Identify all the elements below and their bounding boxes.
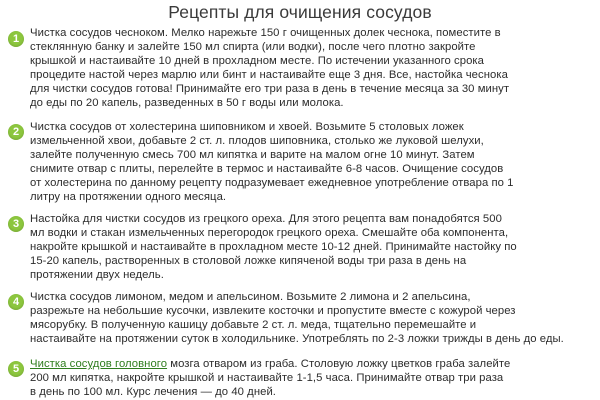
item-text-line: Чистка сосудов чесноком. Мелко нарежьте 150 г очищенных долек чеснока, поместите в xyxy=(30,27,501,39)
step-number-badge: 1 xyxy=(8,31,24,47)
item-text-line: мл водки и стакан измельченных перегородок грецкого ореха. Смешайте оба компонента, xyxy=(30,227,509,239)
item-text-line: разрежьте на небольшие кусочки, извлеките косточки и пропустите вместе с кожурой через xyxy=(30,305,516,317)
item-text-line: Чистка сосудов от холестерина шиповником и хвоей. Возьмите 5 столовых ложек xyxy=(30,121,464,133)
item-text-line: снимите отвар с плиты, перелейте в термос и настаивайте 6-8 часов. Очищение сосудов xyxy=(30,163,504,175)
step-number-badge: 4 xyxy=(8,294,24,310)
item-text-line: стеклянную банку и залейте 150 мл спирта (или водки), после чего плотно закройте xyxy=(30,41,476,53)
item-text-line: протяжении двух недель. xyxy=(30,269,164,281)
item-text-line xyxy=(30,358,594,370)
item-text-line: Настойка для чистки сосудов из грецкого ореха. Для этого рецепта вам понадобятся 500 xyxy=(30,213,502,225)
step-number-badge: 3 xyxy=(8,216,24,232)
item-text-line: Чистка сосудов лимоном, медом и апельсином. Возьмите 2 лимона и 2 апельсина, xyxy=(30,291,471,303)
item-text-line: 200 мл кипятка, накройте крышкой и настаивайте 1-1,5 часа. Принимайте отвар три раза xyxy=(30,372,504,384)
article-link[interactable]: Чистка сосудов головного xyxy=(30,358,168,370)
step-number-badge: 2 xyxy=(8,124,24,140)
item-text-line: мясорубку. В полученную кашицу добавьте 2 ст. л. меда, тщательно перемешайте и xyxy=(30,319,477,331)
item-text-line: настаивайте на протяжении суток в холодильнике. Употреблять по 2-3 ложки трижды в день до еды. xyxy=(30,333,564,345)
item-text-line: до еды по 20 капель, разведенных в 50 г воды или молока. xyxy=(30,97,344,109)
page-title: Рецепты для очищения сосудов xyxy=(168,2,432,22)
step-number-badge: 5 xyxy=(8,361,24,377)
item-text-line: в день по 100 мл. Курс лечения — до 40 дней. xyxy=(30,386,276,398)
item-text-line: от холестерина по данному рецепту подразумевает ежедневное употребление отвара по 1 xyxy=(30,177,514,189)
item-text-line: залейте полученную смесь 700 мл кипятка и варите на малом огне 10 минут. Затем xyxy=(30,149,475,161)
item-text-line: для чистки сосудов готова! Принимайте его три раза в день в течение месяца за 30 минут xyxy=(30,83,510,95)
item-text-rest: мозга отваром из граба. Столовую ложку цветков граба залейте xyxy=(167,358,511,370)
item-text-line: измельченной хвои, добавьте 2 ст. л. плодов шиповника, столько же луковой шелухи, xyxy=(30,135,484,147)
item-text-line: крышкой и настаивайте 10 дней в прохладном месте. По истечении указанного срока xyxy=(30,55,484,67)
item-text-line: литру на протяжении одного месяца. xyxy=(30,191,227,203)
item-text-line: накройте крышкой и настаивайте в прохладном месте 10-12 дней. Принимайте настойку по xyxy=(30,241,517,253)
item-text-line: 15-20 капель, растворенных в столовой ложке кипяченой воды три раза в день на xyxy=(30,255,467,267)
item-text-line: процедите настой через марлю или бинт и настаивайте еще 3 дня. Все, настойка чеснока xyxy=(30,69,508,81)
